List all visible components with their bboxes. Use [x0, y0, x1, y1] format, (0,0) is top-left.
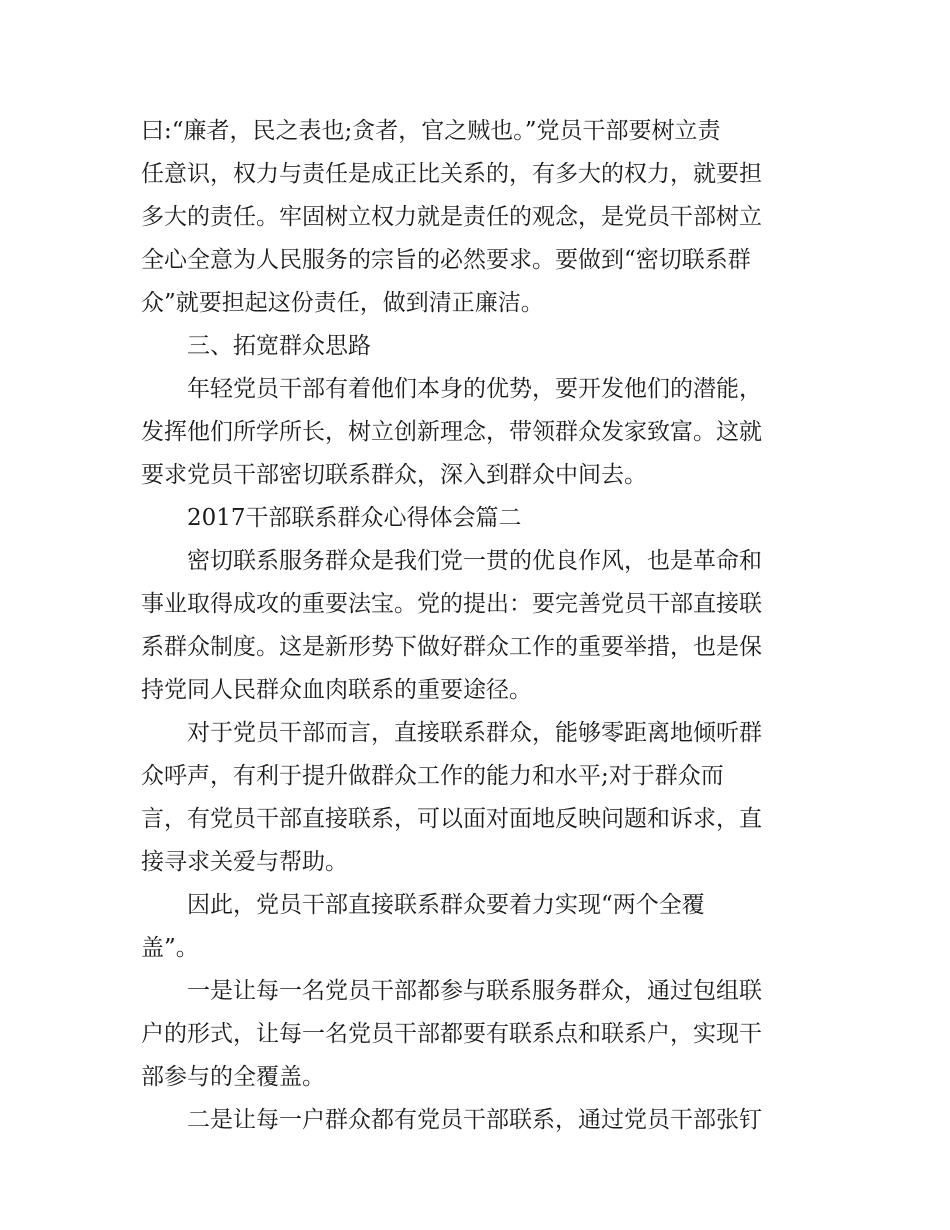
text-line: 众呼声，有利于提升做群众工作的能力和水平;对于群众而	[141, 763, 724, 789]
text-line: 要求党员干部密切联系群众，深入到群众中间去。	[141, 462, 647, 488]
text-line: 持党同人民群众血肉联系的重要途径。	[141, 677, 532, 703]
text-line: 多大的责任。牢固树立权力就是责任的观念，是党员干部树立	[141, 204, 762, 230]
text-line: 户的形式，让每一名党员干部都要有联系点和联系户，实现干	[141, 1021, 762, 1047]
text-line: 一是让每一名党员干部都参与联系服务群众，通过包组联	[187, 978, 762, 1004]
text-line: 全心全意为人民服务的宗旨的必然要求。要做到“密切联系群	[141, 247, 751, 273]
text-line: 事业取得成攻的重要法宝。党的提出：要完善党员干部直接联	[141, 591, 762, 617]
text-line: 众”就要担起这份责任，做到清正廉洁。	[141, 290, 544, 316]
text-line: 对于党员干部而言，直接联系群众，能够零距离地倾听群	[187, 720, 762, 746]
text-line: 盖”。	[141, 935, 199, 961]
text-line: 系群众制度。这是新形势下做好群众工作的重要举措，也是保	[141, 634, 762, 660]
text-line: 部参与的全覆盖。	[141, 1064, 325, 1090]
text-line: 接寻求关爱与帮助。	[141, 849, 348, 875]
text-line: 言，有党员干部直接联系，可以面对面地反映问题和诉求，直	[141, 806, 762, 832]
text-line: 发挥他们所学所长，树立创新理念，带领群众发家致富。这就	[141, 419, 762, 445]
text-line: 任意识，权力与责任是成正比关系的，有多大的权力，就要担	[141, 161, 762, 187]
text-line: 曰:“廉者，民之表也;贪者，官之贼也。”党员干部要树立责	[141, 118, 721, 144]
text-line: 年轻党员干部有着他们本身的优势，要开发他们的潜能，	[187, 376, 762, 402]
document-body	[141, 110, 813, 1142]
text-line: 因此，党员干部直接联系群众要着力实现“两个全覆	[187, 892, 705, 918]
text-line: 密切联系服务群众是我们党一贯的优良作风，也是革命和	[187, 548, 762, 574]
section-heading: 三、拓宽群众思路	[187, 333, 371, 359]
article-title: 2017干部联系群众心得体会篇二	[187, 505, 522, 531]
text-line: 二是让每一户群众都有党员干部联系，通过党员干部张钉	[187, 1107, 762, 1133]
